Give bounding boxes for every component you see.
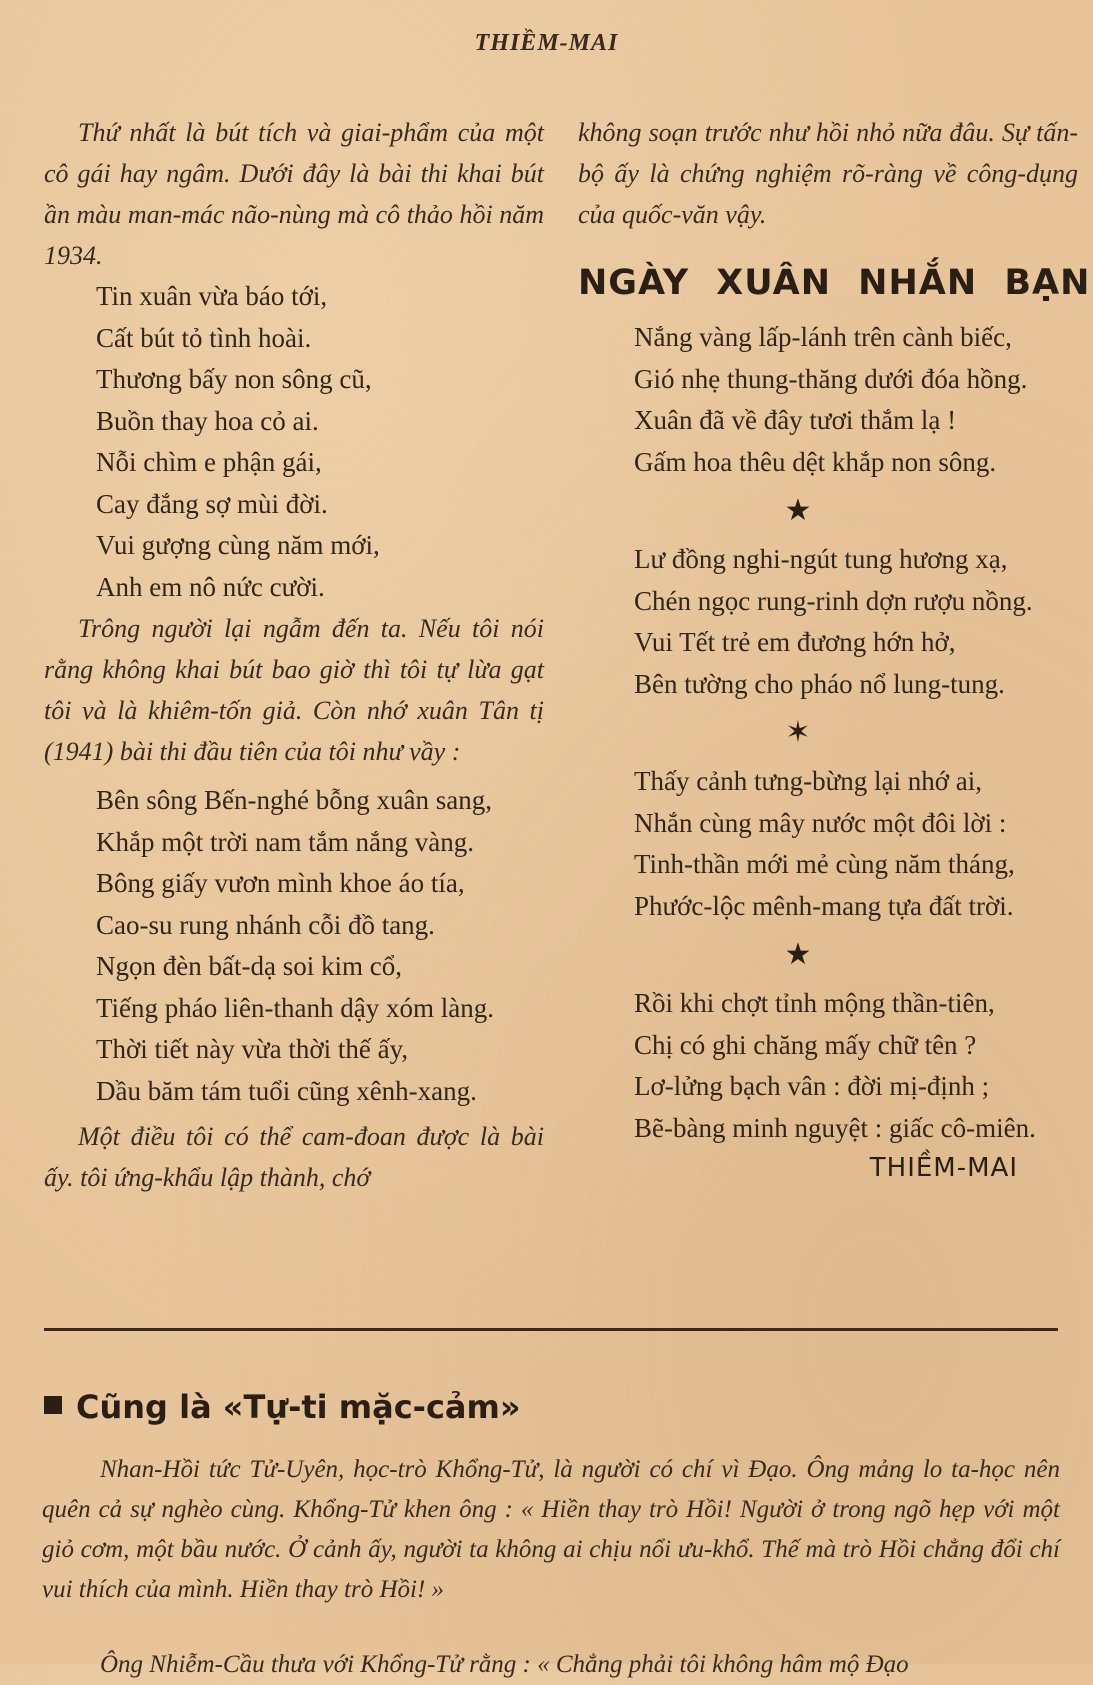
author-signature: THIỀM-MAI xyxy=(869,1153,1018,1183)
section-title xyxy=(44,1388,521,1426)
verse-line: Bên sông Bến-nghé bỗng xuân sang, xyxy=(96,785,492,815)
verse-line: Khắp một trời nam tắm nắng vàng. xyxy=(96,826,474,857)
verse-line: Vui gượng cùng năm mới, xyxy=(96,530,380,560)
verse-line: Cay đắng sợ mùi đời. xyxy=(96,488,328,519)
verse-line: Bên tường cho pháo nổ lung-tung. xyxy=(634,668,1005,699)
verse-line: Lơ-lửng bạch vân : đời mị-định ; xyxy=(634,1071,990,1101)
verse-line: Nhắn cùng mây nước một đôi lời : xyxy=(634,807,1007,838)
verse-line: Bẽ-bàng minh nguyệt : giấc cô-miên. xyxy=(634,1112,1036,1143)
verse-line: Chị có ghi chăng mấy chữ tên ? xyxy=(634,1029,977,1060)
verse-line: Dầu băm tám tuổi cũng xênh-xang. xyxy=(96,1075,477,1106)
verse-line: Lư đồng nghi-ngút tung hương xạ, xyxy=(634,544,1008,574)
section-divider xyxy=(44,1328,1058,1331)
page-header: THIỀM-MAI xyxy=(474,30,619,56)
continuation-paragraph: không soạn trước như hồi nhỏ nữa đâu. Sự tấn-bộ ấy là chứng nghiệm rõ-ràng về công-dụng của quốc-văn vậy. xyxy=(578,118,1078,229)
verse-line: Tin xuân vừa báo tới, xyxy=(96,281,328,311)
poem-stanza xyxy=(634,539,1078,705)
verse-line: Chén ngọc rung-rinh dợn rượu nồng. xyxy=(634,585,1033,616)
star-separator-icon: ★ xyxy=(784,937,812,972)
verse-line: Vui Tết trẻ em đương hớn hở, xyxy=(634,627,956,657)
right-column xyxy=(578,112,1091,1183)
verse-line: Anh em nô nức cười. xyxy=(96,571,325,602)
verse-line: Gấm hoa thêu dệt khắp non sông. xyxy=(634,446,997,477)
star-separator-icon: ★ xyxy=(784,493,812,528)
poem-stanza xyxy=(634,983,1078,1149)
middle-paragraph: Trông người lại ngẫm đến ta. Nếu tôi nói rằng không khai bút bao giờ thì tôi tự lừa gạt tôi và là khiêm-tốn giả. Còn nhớ xuân Tân tị (1941) bài thi đầu tiên của tôi như vầy : xyxy=(44,614,544,766)
verse-line: Cất bút tỏ tình hoài. xyxy=(96,322,312,353)
verse-line: Thời tiết này vừa thời thế ấy, xyxy=(96,1034,409,1064)
poem-title: NGÀY XUÂN NHẮN BẠN xyxy=(578,263,1091,303)
poem-khai-but-1934 xyxy=(96,276,544,608)
verse-line: Nỗi chìm e phận gái, xyxy=(96,447,322,477)
square-bullet-icon xyxy=(44,1396,62,1414)
verse-line: Rồi khi chợt tỉnh mộng thần-tiên, xyxy=(634,988,995,1018)
verse-line: Cao-su rung nhánh cỗi đồ tang. xyxy=(96,909,435,940)
section-cut-line: Ông Nhiễm-Cầu thưa với Khổng-Tử rằng : « Chẳng phải tôi không hâm mộ Đạo xyxy=(100,1651,909,1678)
verse-line: Tinh-thần mới mẻ cùng năm tháng, xyxy=(634,849,1015,879)
closing-paragraph: Một điều tôi có thể cam-đoan được là bài ấy. tôi ứng-khẩu lập thành, chớ xyxy=(44,1122,544,1192)
section-title-text: Cũng là «Tự-ti mặc-cảm» xyxy=(76,1388,521,1426)
verse-line: Xuân đã về đây tươi thắm lạ ! xyxy=(634,405,957,435)
verse-line: Tiếng pháo liên-thanh dậy xóm làng. xyxy=(96,992,494,1023)
verse-line: Ngọn đèn bất-dạ soi kim cổ, xyxy=(96,951,402,981)
verse-line: Buồn thay hoa cỏ ai. xyxy=(96,405,319,436)
poem-stanza xyxy=(634,761,1078,927)
verse-line: Thấy cảnh tưng-bừng lại nhớ ai, xyxy=(634,766,982,796)
section-body: Nhan-Hồi tức Tử-Uyên, học-trò Khổng-Tử, là người có chí vì Đạo. Ông mảng lo ta-học nên quên cả sự nghèo cùng. Khổng-Tử khen ông : « Hiền thay trò Hồi! Người ở trong ngõ hẹp với một giỏ cơm, một bầu nước. Ở cảnh ấy, người ta không ai chịu nổi ưu-khổ. Thế mà trò Hồi chẳng đổi chí vui thích của mình. Hiền thay trò Hồi! » xyxy=(42,1456,1060,1603)
poem-tan-ti-1941 xyxy=(96,780,544,1112)
verse-line: Gió nhẹ thung-thăng dưới đóa hồng. xyxy=(634,363,1028,394)
verse-line: Thương bấy non sông cũ, xyxy=(96,364,372,394)
verse-line: Nắng vàng lấp-lánh trên cành biếc, xyxy=(634,322,1012,352)
star-separator-icon: ✶ xyxy=(785,715,811,750)
verse-line: Bông giấy vươn mình khoe áo tía, xyxy=(96,868,465,898)
poem-stanza xyxy=(634,317,1078,483)
intro-paragraph: Thứ nhất là bút tích và giai-phẩm của một cô gái hay ngâm. Dưới đây là bài thi khai bút ần màu man-mác não-nùng mà cô thảo hồi năm 1934. xyxy=(44,118,544,270)
verse-line: Phước-lộc mênh-mang tựa đất trời. xyxy=(634,890,1014,921)
left-column xyxy=(44,112,544,1198)
